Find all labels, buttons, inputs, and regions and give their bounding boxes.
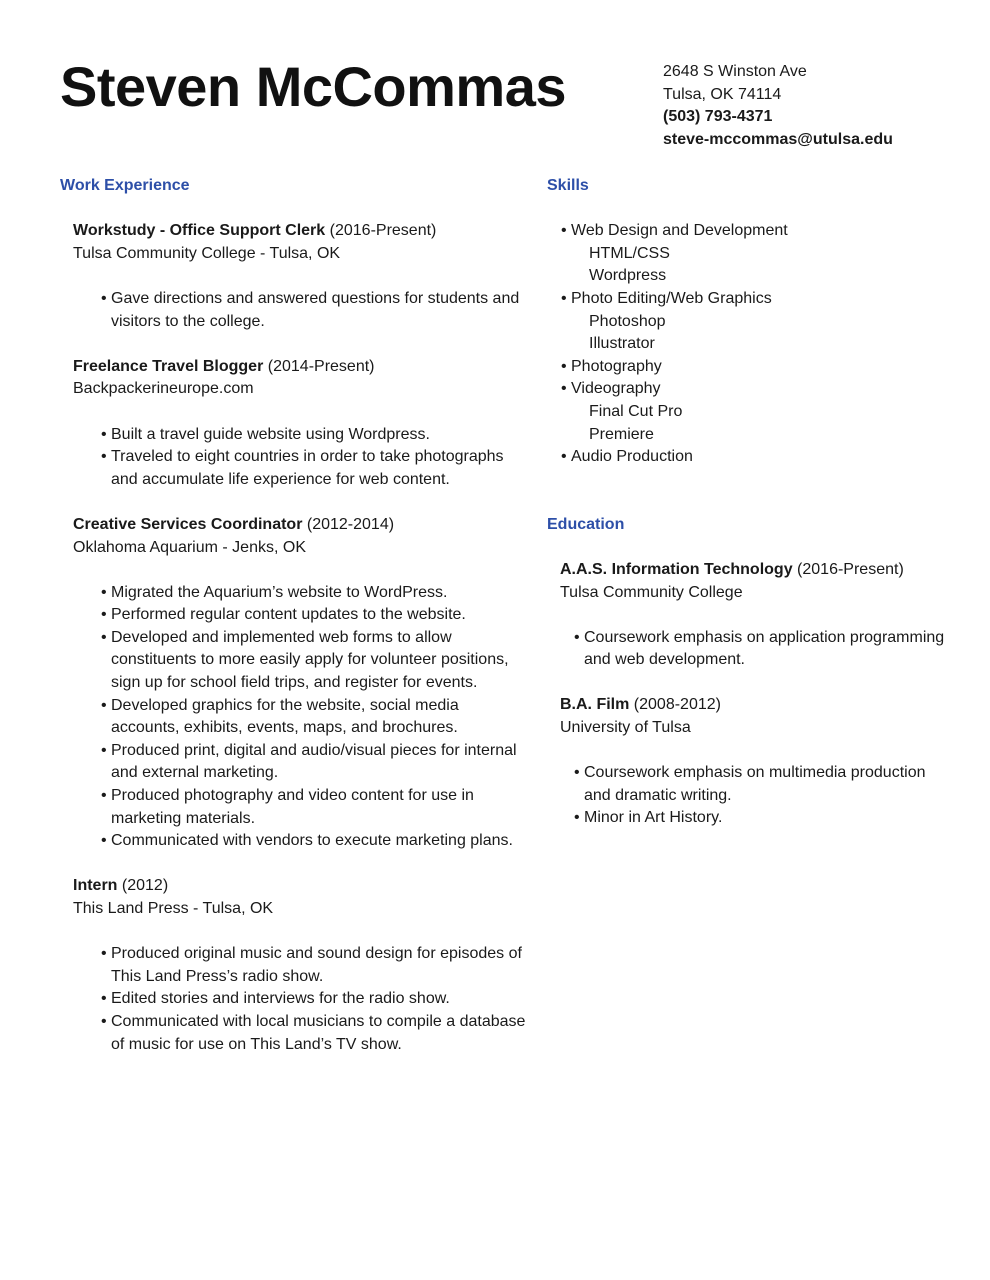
skill-sublist: [571, 401, 947, 446]
address-line-1: 2648 S Winston Ave: [663, 63, 807, 80]
degree-title: A.A.S. Information Technology: [560, 560, 793, 578]
skills-heading: Skills: [547, 177, 589, 194]
job-title: Intern: [73, 877, 118, 895]
education-bullet: • Coursework emphasis on application programming and web development.: [574, 627, 947, 672]
job-entry: [73, 220, 530, 333]
job-bullet: • Traveled to eight countries in order to take photographs and accumulate life experience for web content.: [101, 446, 530, 491]
skill-subitem: Final Cut Pro: [589, 402, 683, 420]
job-bullet: • Produced photography and video content for use in marketing materials.: [101, 785, 530, 830]
job-bullet: • Communicated with vendors to execute marketing plans.: [101, 830, 530, 853]
job-bullet: • Gave directions and answered questions for students and visitors to the college.: [101, 288, 530, 333]
job-bullet: • Produced original music and sound design for episodes of This Land Press’s radio show.: [101, 943, 530, 988]
contact-block: [663, 61, 893, 151]
job-dates: (2012-2014): [306, 515, 395, 533]
job-bullet: • Migrated the Aquarium’s website to WordPress.: [101, 582, 530, 605]
skill-label: Photo Editing/Web Graphics: [571, 289, 772, 307]
education-heading: Education: [547, 515, 625, 533]
school-name: Tulsa Community College: [560, 583, 743, 601]
resume-name: Steven McCommas: [60, 55, 567, 118]
work-experience-heading: Work Experience: [60, 177, 190, 194]
skill-item: [561, 446, 947, 469]
job-org: Oklahoma Aquarium - Jenks, OK: [73, 538, 306, 556]
job-bullet: • Developed graphics for the website, social media accounts, exhibits, events, maps, and brochures.: [101, 695, 530, 740]
job-title: Creative Services Coordinator: [73, 515, 303, 533]
work-experience-section: [60, 175, 530, 1079]
skill-subitem: HTML/CSS: [589, 244, 670, 262]
phone-number: (503) 793-4371: [663, 108, 773, 126]
job-bullet: • Edited stories and interviews for the radio show.: [101, 988, 530, 1011]
education-entry: [560, 559, 947, 672]
job-dates: (2016-Present): [329, 222, 437, 240]
job-bullets: [73, 582, 530, 853]
skill-label: Web Design and Development: [571, 222, 788, 240]
skill-sublist: [571, 243, 947, 288]
skill-label: Videography: [571, 380, 661, 398]
education-bullet: • Coursework emphasis on multimedia production and dramatic writing.: [574, 762, 947, 807]
job-bullets: [73, 943, 530, 1056]
job-title: Freelance Travel Blogger: [73, 357, 264, 375]
skill-subitem: Photoshop: [589, 312, 666, 330]
job-bullet: • Performed regular content updates to the website.: [101, 604, 530, 627]
skills-list: [547, 220, 947, 469]
skill-subitem: Wordpress: [589, 267, 667, 285]
degree-dates: (2008-2012): [633, 696, 721, 714]
skill-sublist: [571, 311, 947, 356]
email-address: steve-mccommas@utulsa.edu: [663, 130, 893, 148]
skill-label: Photography: [571, 357, 662, 375]
job-bullets: [73, 288, 530, 333]
job-bullet: • Developed and implemented web forms to allow constituents to more easily apply for volunteer positions, sign up for school field trips, and register for events.: [101, 627, 530, 695]
job-org: Backpackerineurope.com: [73, 380, 254, 398]
job-title: Workstudy - Office Support Clerk: [73, 222, 326, 240]
right-column: [547, 175, 947, 853]
degree-dates: (2016-Present): [797, 560, 904, 578]
school-name: University of Tulsa: [560, 719, 691, 737]
education-bullets: [560, 627, 947, 672]
job-bullets: [73, 424, 530, 492]
job-dates: (2014-Present): [267, 357, 375, 375]
skill-subitem: Illustrator: [589, 335, 655, 353]
job-entry: [73, 514, 530, 853]
job-org: This Land Press - Tulsa, OK: [73, 900, 274, 917]
job-org: Tulsa Community College - Tulsa, OK: [73, 244, 341, 262]
skill-item: [561, 378, 947, 446]
skill-subitem: Premiere: [589, 425, 654, 443]
degree-title: B.A. Film: [560, 696, 630, 714]
skill-item: [561, 220, 947, 288]
job-bullet: • Produced print, digital and audio/visual pieces for internal and external marketing.: [101, 740, 530, 785]
education-bullet: • Minor in Art History.: [574, 807, 947, 830]
job-entry: [73, 875, 530, 1056]
address-line-2: Tulsa, OK 74114: [663, 85, 782, 103]
job-entry: [73, 356, 530, 492]
job-dates: (2012): [121, 877, 169, 895]
skill-item: [561, 356, 947, 379]
education-bullets: [560, 762, 947, 830]
job-bullet: • Built a travel guide website using Wordpress.: [101, 424, 530, 447]
education-entry: [560, 694, 947, 830]
skill-label: Audio Production: [571, 448, 693, 466]
job-bullet: • Communicated with local musicians to compile a database of music for use on This Land’s TV show.: [101, 1011, 530, 1056]
skill-item: [561, 288, 947, 356]
